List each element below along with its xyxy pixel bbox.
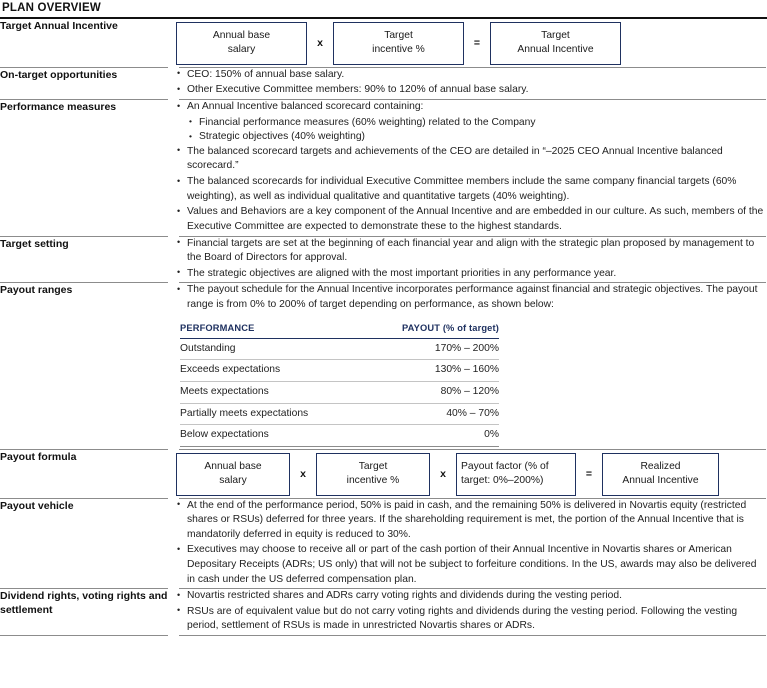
- row-label-payout-formula: Payout formula: [0, 450, 77, 463]
- list-item: • An Annual Incentive balanced scorecard containing:: [176, 100, 767, 115]
- target-incentive-formula: [176, 19, 767, 67]
- row-label-on-target-opportunities: On-target opportunities: [0, 68, 118, 81]
- plan-overview-table: [0, 19, 767, 636]
- list-item: • The balanced scorecards for individual Executive Committee members include the same company financial targets (60% weighting), as well as individual qualitative and quantitative targets (40% weighting).: [176, 175, 767, 204]
- cell-payout: 0%: [380, 425, 499, 447]
- payout-table-row: [180, 360, 499, 382]
- bullet-list: [176, 100, 767, 115]
- cell-performance: Exceeds expectations: [180, 360, 380, 382]
- list-item: • The strategic objectives are aligned with the most important priorities in any performance year.: [176, 267, 767, 282]
- formula-box-payout-factor: [456, 453, 576, 496]
- formula-operator-multiply: x: [440, 467, 446, 480]
- table-row: [0, 68, 767, 99]
- formula-box-line: target: 0%–200%): [461, 475, 544, 487]
- bullet-list: [176, 283, 767, 312]
- formula-box-target-incentive-pct: [316, 453, 430, 496]
- formula-box-line: incentive %: [372, 44, 425, 56]
- table-row: [0, 499, 767, 589]
- formula-box-line: incentive %: [346, 475, 400, 487]
- payout-schedule-wrapper: [180, 322, 499, 447]
- row-content-payout-vehicle: [176, 499, 767, 589]
- column-header-performance: PERFORMANCE: [180, 322, 380, 339]
- cell-performance: Meets expectations: [180, 381, 380, 403]
- formula-box-line: Annual Incentive: [622, 475, 699, 487]
- table-row: [0, 100, 767, 235]
- payout-table-row: [180, 381, 499, 403]
- table-row: [0, 19, 767, 67]
- formula-box-line: Annual Incentive: [517, 44, 594, 56]
- row-label-payout-ranges: Payout ranges: [0, 284, 73, 297]
- list-item: • Novartis restricted shares and ADRs carry voting rights and dividends during the vesting period.: [176, 589, 767, 604]
- cell-payout: 40% – 70%: [380, 403, 499, 425]
- formula-operator-multiply: x: [300, 467, 306, 480]
- row-content-target-annual-incentive: [176, 19, 767, 67]
- formula-box-realized-annual-incentive: [602, 453, 719, 496]
- bullet-list: [176, 589, 767, 634]
- row-content-payout-ranges: [176, 283, 767, 448]
- row-label-payout-vehicle: Payout vehicle: [0, 499, 74, 512]
- formula-box-line: Target: [358, 460, 388, 472]
- table-row: [0, 237, 767, 283]
- row-separator: [0, 635, 767, 636]
- payout-schedule-table: [180, 322, 499, 447]
- formula-box-line: Realized: [640, 460, 681, 472]
- formula-box-line: Payout factor (% of: [461, 460, 549, 472]
- list-item: • Other Executive Committee members: 90% to 120% of annual base salary.: [176, 83, 767, 98]
- list-item: • CEO: 150% of annual base salary.: [176, 68, 767, 83]
- page-title: PLAN OVERVIEW: [2, 2, 101, 14]
- page-header: [0, 0, 767, 19]
- list-item: • Financial performance measures (60% weighting) related to the Company: [189, 116, 767, 131]
- bullet-list: [176, 68, 767, 98]
- cell-payout: 170% – 200%: [380, 338, 499, 360]
- list-item: • RSUs are of equivalent value but do not carry voting rights and dividends during the vesting period. Following the vesting period, settlement of RSUs is made in unrestricted Novartis shares or ADRs.: [176, 605, 767, 634]
- bullet-list: [176, 499, 767, 588]
- cell-payout: 130% – 160%: [380, 360, 499, 382]
- column-header-payout: PAYOUT (% of target): [380, 322, 499, 339]
- row-label-target-setting: Target setting: [0, 237, 69, 250]
- cell-performance: Outstanding: [180, 338, 380, 360]
- list-item: • Executives may choose to receive all or part of the cash portion of their Annual Incentive in Novartis shares or American Depositary Receipts (ADRs; US only) that will not be subject to forfeiture conditions. In the US, awards may also be delivered in cash under the US deferred compensation plan.: [176, 543, 767, 587]
- bullet-list: [176, 145, 767, 235]
- row-content-performance-measures: [176, 100, 767, 235]
- table-row: [0, 450, 767, 498]
- formula-box-annual-base-salary: [176, 453, 290, 496]
- table-row: [0, 283, 767, 448]
- bullet-list: [176, 237, 767, 282]
- payout-table-row: [180, 403, 499, 425]
- formula-box-line: Target: [541, 30, 570, 41]
- row-content-dividend-rights: [176, 589, 767, 635]
- payout-table-header-row: [180, 322, 499, 339]
- list-item: • The balanced scorecard targets and achievements of the CEO are detailed in “–2025 CEO Annual Incentive balanced scorecard.”: [176, 145, 767, 174]
- list-item: • Values and Behaviors are a key component of the Annual Incentive and are embedded in our culture. As such, members of the Executive Committee are expected to demonstrate these to the highest standards.: [176, 205, 767, 234]
- formula-box-line: Annual base: [204, 460, 262, 472]
- formula-operator-multiply: x: [317, 36, 323, 49]
- formula-box-line: Annual base: [212, 30, 271, 41]
- formula-operator-equals: =: [585, 467, 593, 480]
- list-item: • Financial targets are set at the beginning of each financial year and align with the strategic plan proposed by management to the Board of Directors for approval.: [176, 237, 767, 266]
- formula-box-target-annual-incentive: [490, 22, 621, 65]
- row-label-performance-measures: Performance measures: [0, 101, 117, 114]
- cell-payout: 80% – 120%: [380, 381, 499, 403]
- list-item: • At the end of the performance period, 50% is paid in cash, and the remaining 50% is delivered in Novartis equity (restricted shares or RSUs) deferred for three years. If the shareholding requirement is met, the portion of the Annual Incentive that is mandatorily deferred in equity is reduced to 30%.: [176, 499, 767, 543]
- list-item: • The payout schedule for the Annual Incentive incorporates performance against financial and strategic objectives. The payout range is from 0% to 200% of target depending on performance, as shown below:: [176, 283, 767, 312]
- cell-performance: Partially meets expectations: [180, 403, 380, 425]
- payout-table-row: [180, 425, 499, 447]
- formula-box-annual-base-salary: [176, 22, 307, 65]
- table-row: [0, 589, 767, 635]
- formula-box-target-incentive-pct: [333, 22, 464, 65]
- list-item: • Strategic objectives (40% weighting): [189, 130, 767, 145]
- formula-box-line: salary: [219, 475, 247, 487]
- formula-box-line: Target: [384, 30, 413, 41]
- row-content-payout-formula: [176, 450, 767, 498]
- payout-formula: [176, 450, 767, 498]
- row-label-target-annual-incentive: Target Annual Incentive: [0, 20, 118, 32]
- formula-box-line: salary: [227, 44, 256, 56]
- formula-operator-equals: =: [473, 36, 481, 49]
- row-content-target-setting: [176, 237, 767, 283]
- payout-table-row: [180, 338, 499, 360]
- sub-bullet-list: [176, 116, 767, 145]
- row-label-dividend-rights: Dividend rights, voting rights and settlement: [0, 590, 168, 617]
- cell-performance: Below expectations: [180, 425, 380, 447]
- row-content-on-target-opportunities: [176, 68, 767, 99]
